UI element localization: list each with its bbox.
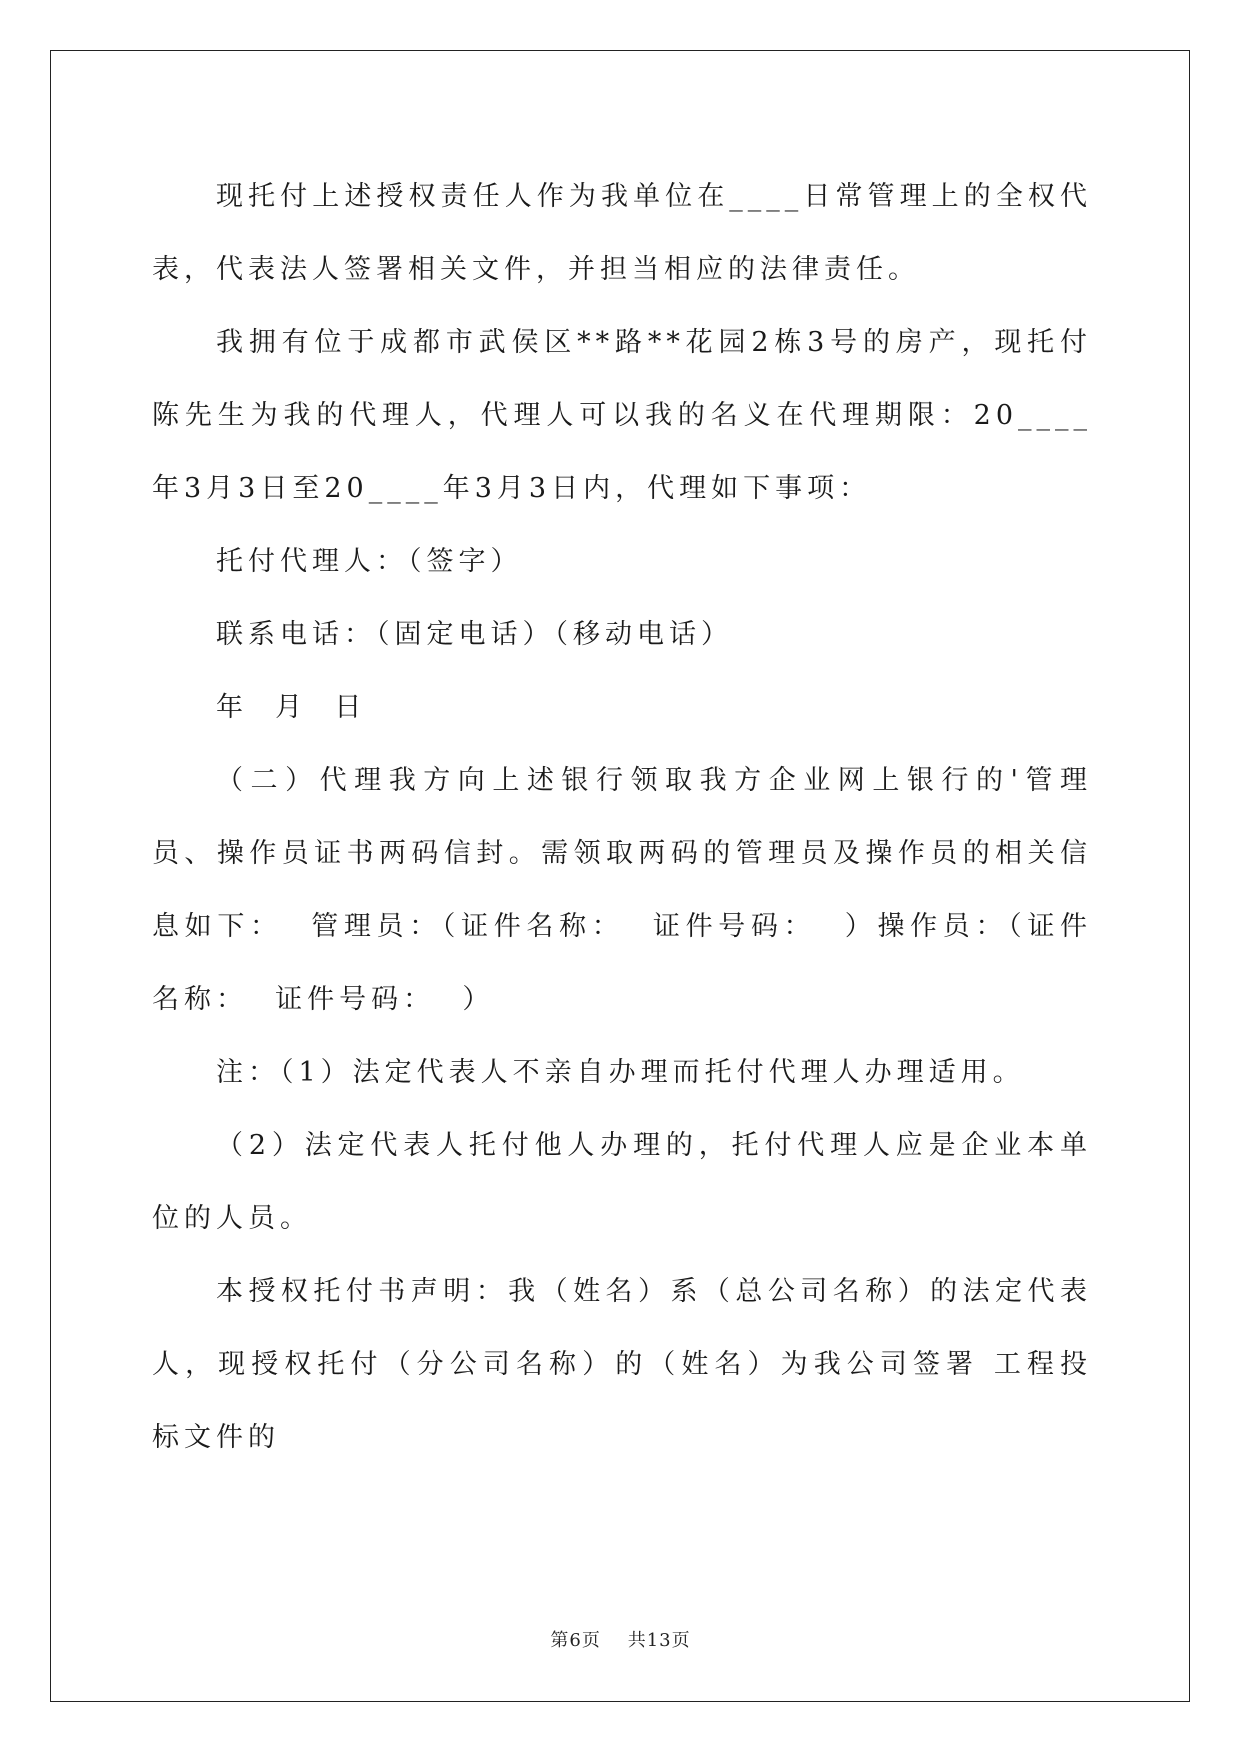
paragraph-property-agent: 我拥有位于成都市武侯区**路**花园2栋3号的房产，现托付陈先生为我的代理人，代理人可以我的名义在代理期限：20____年3月3日至20____年3月3日内，代理如下事项： (152, 327, 1092, 504)
paragraph-contact-phone: 联系电话：（固定电话）（移动电话） (216, 619, 733, 650)
paragraph-authorization: 现托付上述授权责任人作为我单位在____日常管理上的全权代表，代表法人签署相关文件，并担当相应的法律责任。 (152, 181, 1092, 285)
paragraph-declaration: 本授权托付书声明：我（姓名）系（总公司名称）的法定代表人，现授权托付（分公司名称）的（姓名）为我公司签署 工程投标文件的 (152, 1276, 1092, 1453)
paragraph-agent-signature: 托付代理人：（签字） (216, 546, 523, 577)
paragraph-bank-certificates: （二）代理我方向上述银行领取我方企业网上银行的'管理员、操作员证书两码信封。需领取两码的管理员及操作员的相关信息如下： 管理员：（证件名称： 证件号码： ）操作员：（证件名称： 证件号码： ） (152, 765, 1092, 1015)
page-number: 第6页 共13页 (550, 1630, 691, 1651)
paragraph-date: 年 月 日 (216, 692, 367, 723)
paragraph-note-1: 注：（1）法定代表人不亲自办理而托付代理人办理适用。 (216, 1057, 1025, 1088)
document-body (152, 160, 1092, 1474)
paragraph-note-2: （2）法定代表人托付他人办理的，托付代理人应是企业本单位的人员。 (152, 1130, 1092, 1234)
